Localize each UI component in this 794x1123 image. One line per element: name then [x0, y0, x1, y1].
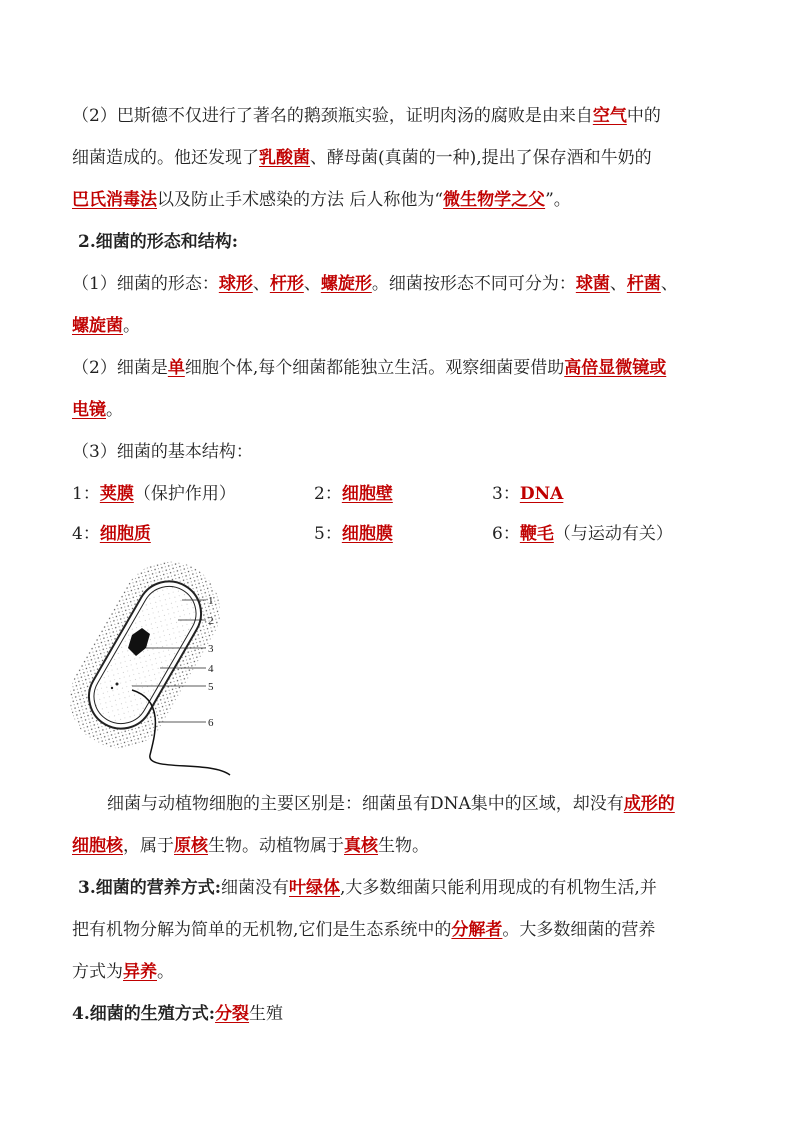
- answer: 细胞壁: [341, 484, 393, 504]
- answer: 分裂: [215, 1004, 250, 1024]
- item-number: 3：: [492, 484, 520, 504]
- single-cell-line-1: [72, 358, 666, 378]
- text: 方式为: [72, 962, 123, 982]
- label-2: 2: [208, 615, 214, 627]
- structure-item-6: [492, 524, 673, 544]
- reproduction-line: [72, 1004, 283, 1024]
- answer: 鞭毛: [519, 524, 554, 544]
- text: ,大多数细菌只能利用现成的有机物生活,并: [340, 878, 657, 898]
- answer: 球形: [218, 274, 253, 294]
- answer: 真核: [344, 836, 378, 856]
- answer: 螺旋菌: [72, 316, 123, 336]
- text: 以及防止手术感染的方法 后人称他为“: [157, 190, 444, 210]
- text: 细菌没有: [221, 878, 290, 898]
- text: ，属于: [123, 836, 174, 856]
- section-2-heading: 2.细菌的形态和结构:: [78, 232, 239, 252]
- text: 。: [123, 316, 140, 336]
- nutrition-line-3: [72, 962, 174, 982]
- section-3-heading: 3.细菌的营养方式:: [78, 878, 222, 898]
- nutrition-line-1: [78, 878, 657, 898]
- item-number: 5：: [314, 524, 342, 544]
- answer: 螺旋形: [320, 274, 372, 294]
- text: 生物。动植物属于: [208, 836, 344, 856]
- label-6: 6: [208, 717, 214, 729]
- answer: 荚膜: [99, 484, 134, 504]
- answer: 原核: [174, 836, 208, 856]
- shape-line-2: [72, 316, 140, 336]
- text: 把有机物分解为简单的无机物,它们是生态系统中的: [72, 920, 452, 940]
- answer: 巴氏消毒法: [72, 190, 157, 210]
- structure-item-3: [492, 484, 563, 504]
- text: 、: [303, 274, 321, 294]
- difference-line-2: [72, 836, 429, 856]
- nutrition-line-2: [72, 920, 655, 940]
- structure-item-2: [314, 484, 393, 504]
- text: 。细菌按形态不同可分为：: [371, 274, 576, 294]
- text: 细菌与动植物细胞的主要区别是：细菌虽有DNA集中的区域，却没有: [107, 794, 624, 814]
- answer: 叶绿体: [289, 878, 341, 898]
- answer: 微生物学之父: [443, 190, 546, 210]
- text: （1）细菌的形态：: [72, 274, 219, 294]
- text: 、酵母菌(真菌的一种),提出了保存酒和牛奶的: [310, 148, 652, 168]
- pasteur-line-3: [72, 190, 571, 210]
- text: 。: [106, 400, 123, 420]
- item-number: 2：: [314, 484, 342, 504]
- text: ”。: [545, 190, 571, 210]
- section-4-heading: 4.细菌的生殖方式:: [72, 1004, 216, 1024]
- label-4: 4: [208, 663, 214, 675]
- text: 中的: [626, 106, 661, 126]
- answer: 细胞核: [72, 836, 123, 856]
- single-cell-line-2: [72, 400, 123, 420]
- answer: 细胞膜: [341, 524, 393, 544]
- answer: 乳酸菌: [259, 148, 310, 168]
- item-number: 4：: [72, 524, 100, 544]
- answer: 成形的: [623, 794, 675, 814]
- answer: 细胞质: [99, 524, 151, 544]
- text: 、: [660, 274, 678, 294]
- pasteur-line-1: [72, 106, 661, 126]
- bacterium-diagram: [70, 560, 250, 780]
- answer: 杆菌: [626, 274, 661, 294]
- answer: 异养: [123, 962, 157, 982]
- granule: [111, 687, 113, 689]
- text: 、: [252, 274, 270, 294]
- text: 。大多数细菌的营养: [502, 920, 656, 940]
- structure-item-1: [72, 484, 236, 504]
- answer: 分解者: [451, 920, 503, 940]
- answer: 球菌: [575, 274, 610, 294]
- label-5: 5: [208, 681, 214, 693]
- text: 。: [157, 962, 174, 982]
- text: 细胞个体,每个细菌都能独立生活。观察细菌要借助: [184, 358, 565, 378]
- structure-heading: （3）细菌的基本结构：: [72, 442, 253, 462]
- label-1: 1: [208, 595, 214, 607]
- structure-item-4: [72, 524, 151, 544]
- item-number: 1：: [72, 484, 100, 504]
- text: 、: [609, 274, 627, 294]
- answer: 单: [167, 358, 185, 378]
- structure-item-5: [314, 524, 393, 544]
- difference-line-1: [107, 794, 675, 814]
- granule: [116, 683, 119, 686]
- item-number: 6：: [492, 524, 520, 544]
- answer: 高倍显微镜或: [564, 358, 667, 378]
- item-note: （保护作用）: [133, 484, 236, 504]
- answer: DNA: [519, 484, 564, 504]
- item-note: （与运动有关）: [553, 524, 673, 544]
- label-3: 3: [208, 643, 214, 655]
- text: （2）巴斯德不仅进行了著名的鹅颈瓶实验，证明肉汤的腐败是由来自: [72, 106, 593, 126]
- answer: 电镜: [72, 400, 106, 420]
- pasteur-line-2: [72, 148, 652, 168]
- shape-line-1: [72, 274, 678, 294]
- text: 生殖: [249, 1004, 284, 1024]
- text: 生物。: [378, 836, 429, 856]
- text: （2）细菌是: [72, 358, 168, 378]
- text: 细菌造成的。他还发现了: [72, 148, 259, 168]
- answer: 杆形: [269, 274, 304, 294]
- answer: 空气: [592, 106, 627, 126]
